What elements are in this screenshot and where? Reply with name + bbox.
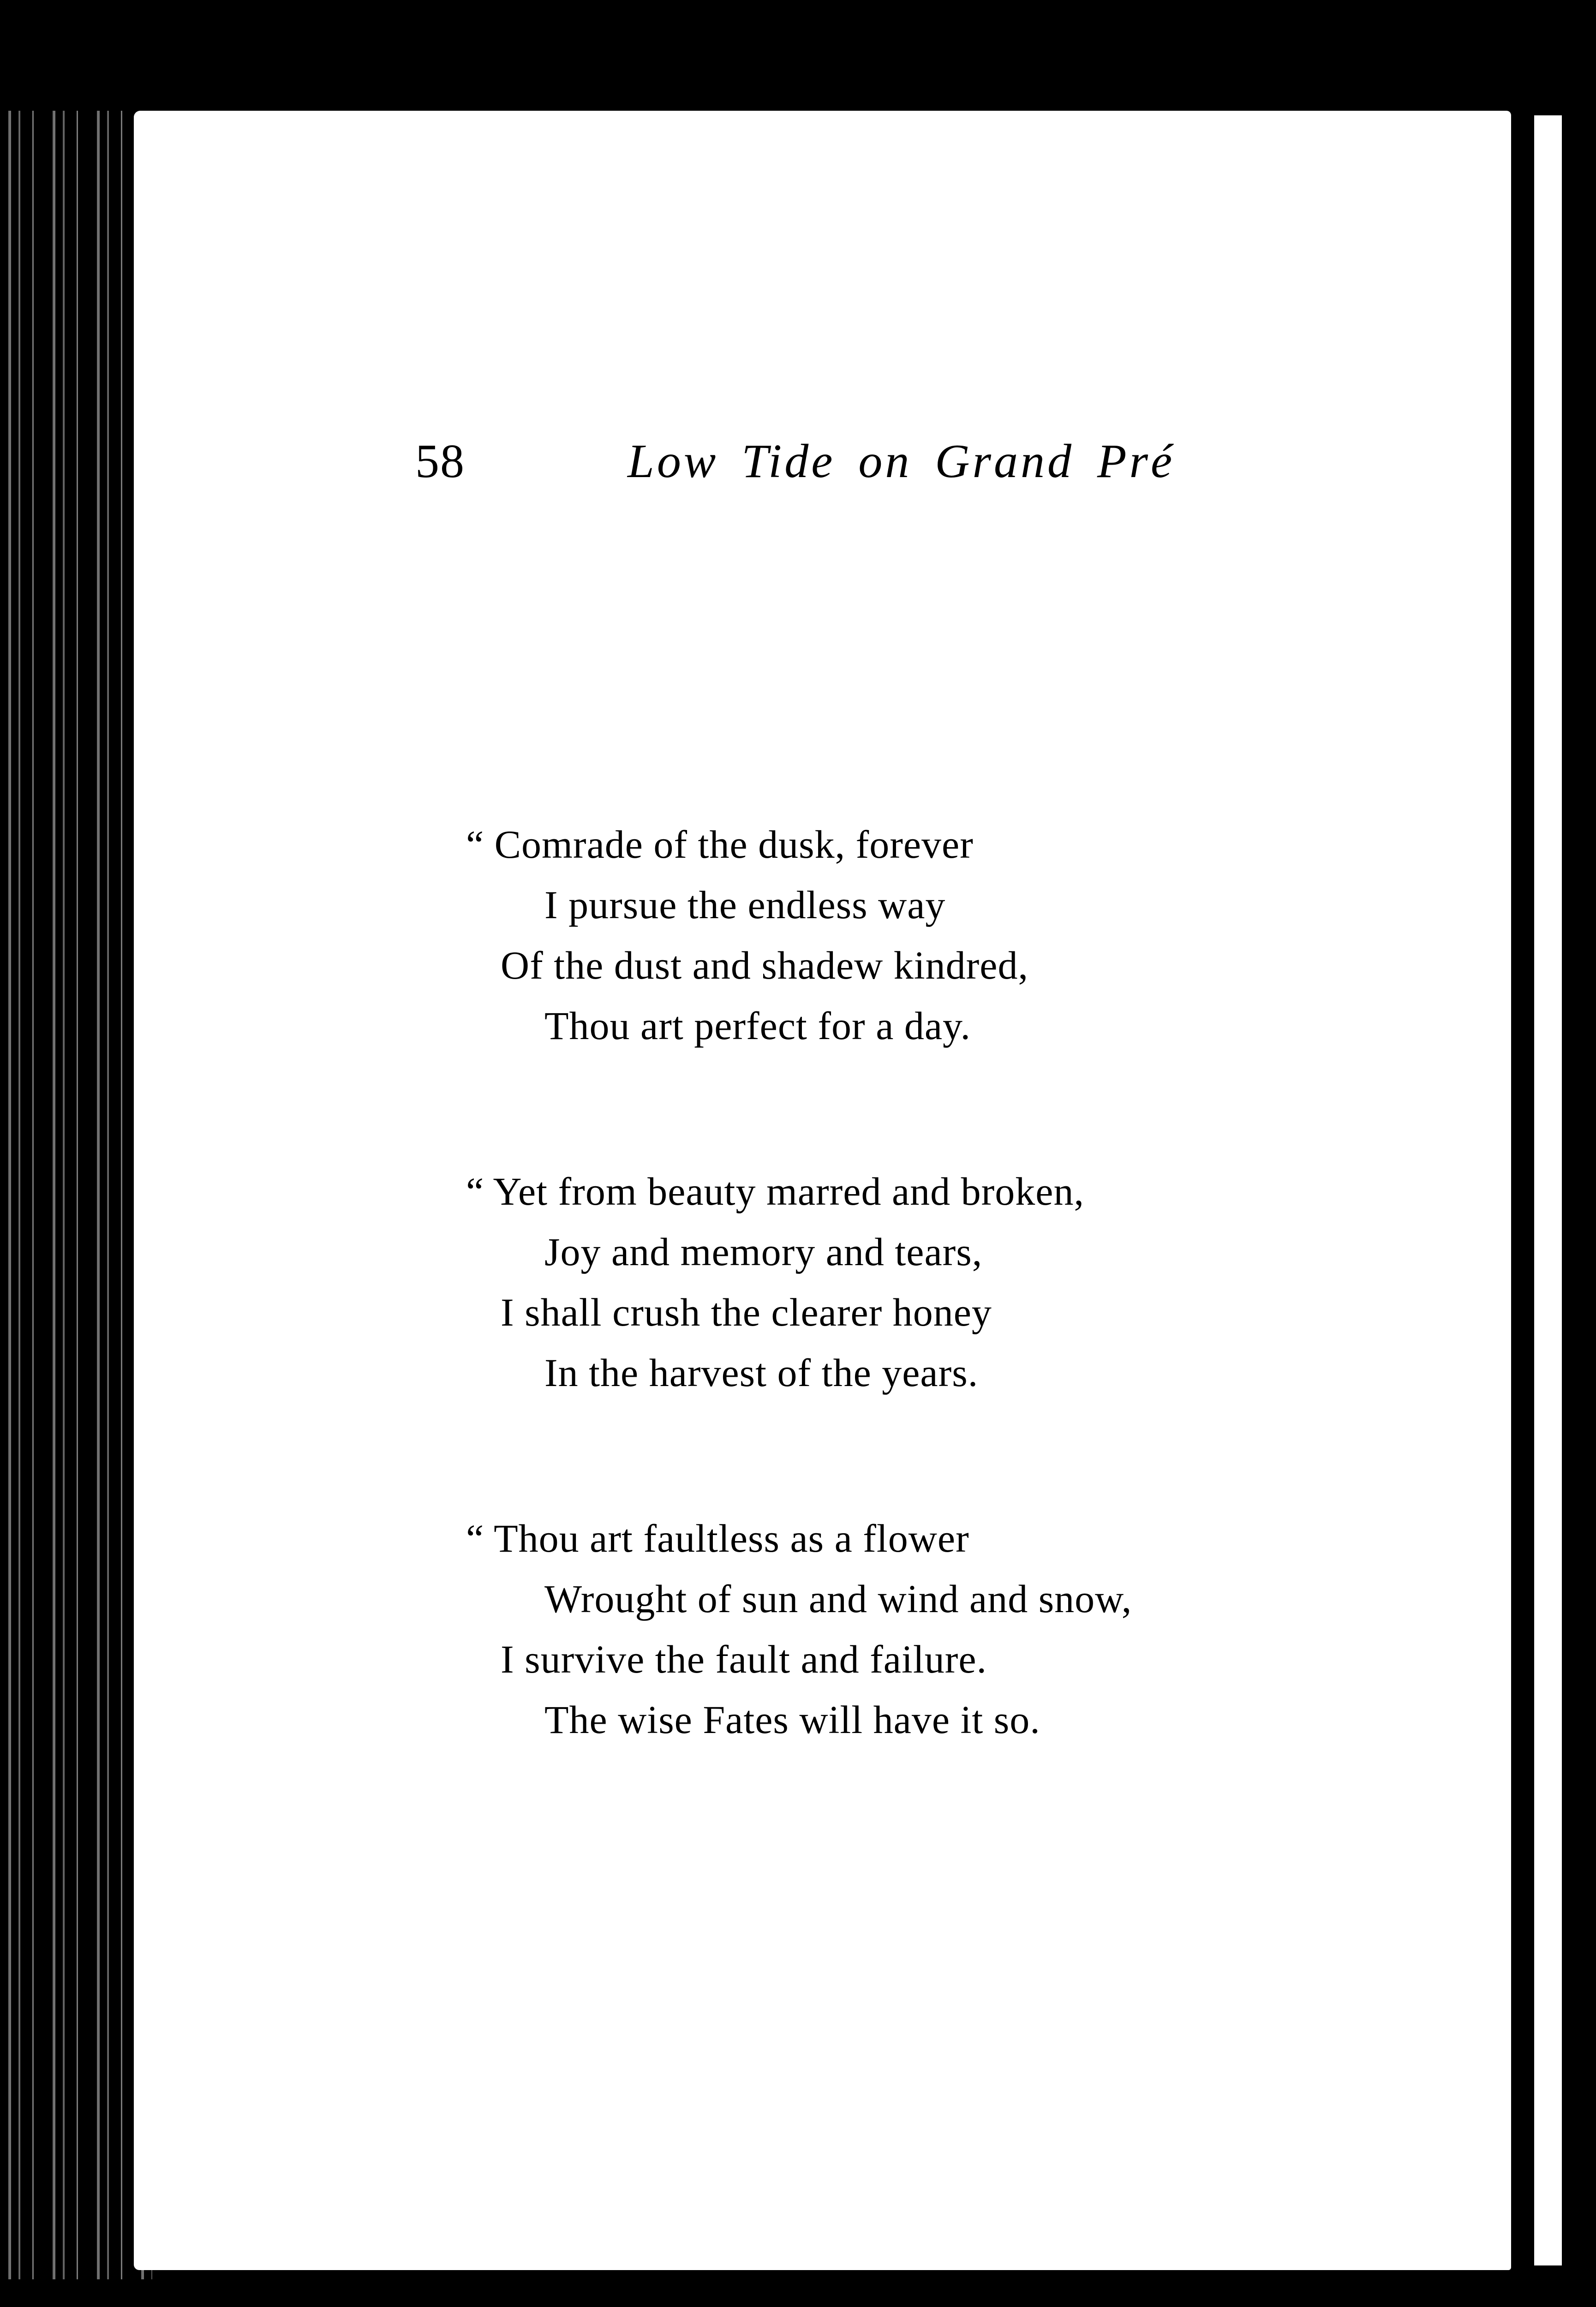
book-title: Low Tide on Grand Pré bbox=[628, 435, 1175, 488]
poem-line: “ Yet from beauty marred and broken, bbox=[466, 1169, 1084, 1213]
running-head bbox=[134, 434, 1511, 508]
adjacent-page-edge bbox=[1534, 115, 1562, 2265]
book-page bbox=[134, 111, 1511, 2270]
poem-line: “ Thou art faultless as a flower bbox=[466, 1516, 969, 1560]
poem-line: I survive the fault and failure. bbox=[501, 1637, 987, 1681]
poem-line: Joy and memory and tears, bbox=[544, 1230, 983, 1274]
stanza-2 bbox=[134, 1161, 1511, 1403]
poem-line: Of the dust and shadew kindred, bbox=[501, 943, 1028, 987]
page-number: 58 bbox=[415, 435, 465, 488]
poem-line: I pursue the endless way bbox=[544, 883, 946, 927]
poem bbox=[134, 814, 1511, 1855]
poem-line: In the harvest of the years. bbox=[544, 1351, 979, 1395]
poem-line: I shall crush the clearer honey bbox=[501, 1290, 992, 1334]
poem-line: “ Comrade of the dusk, forever bbox=[466, 822, 974, 867]
poem-line: The wise Fates will have it so. bbox=[544, 1697, 1040, 1742]
book-binding-edge bbox=[0, 111, 152, 2279]
stanza-1 bbox=[134, 814, 1511, 1056]
poem-line: Wrought of sun and wind and snow, bbox=[544, 1577, 1132, 1621]
stanza-3 bbox=[134, 1508, 1511, 1750]
poem-line: Thou art perfect for a day. bbox=[544, 1004, 971, 1048]
